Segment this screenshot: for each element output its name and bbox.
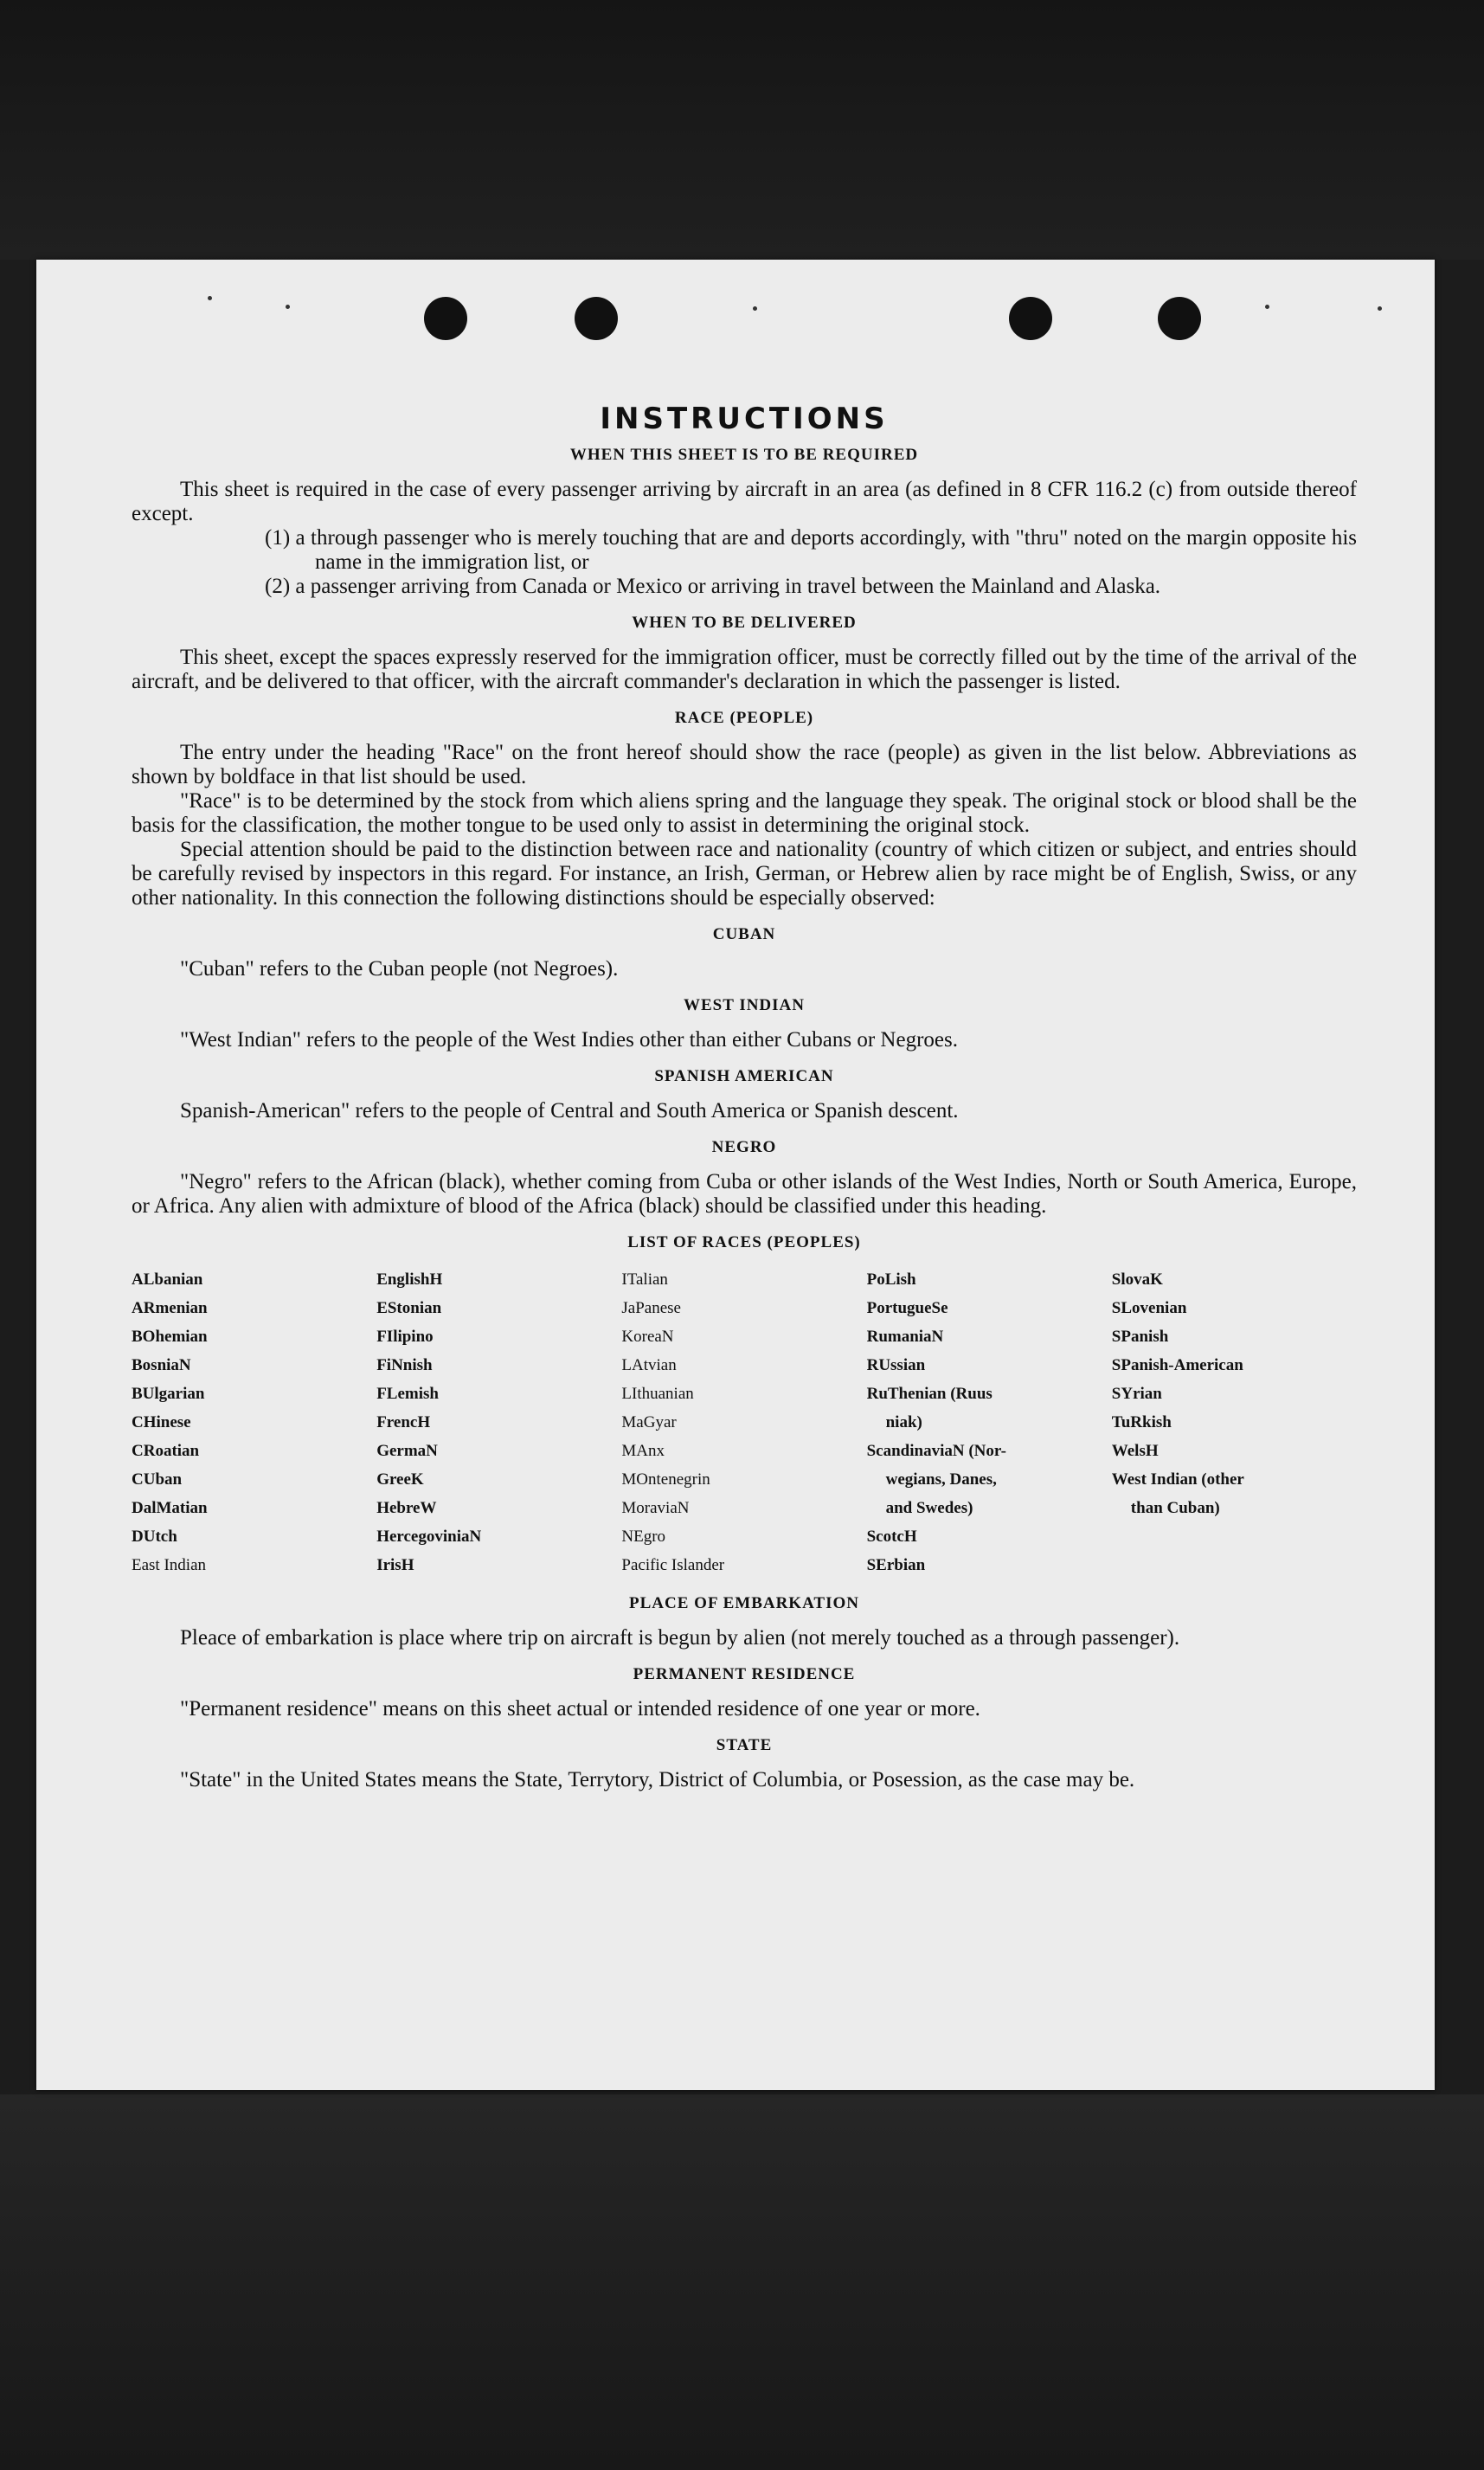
races-column	[132, 1265, 376, 1579]
race-entry: CUban	[132, 1470, 183, 1489]
race-entry: RumaniaN	[866, 1328, 944, 1346]
races-column	[1112, 1265, 1357, 1579]
race-entry: and Swedes)	[885, 1499, 973, 1517]
paragraph: The entry under the heading "Race" on the front hereof should show the race (people) as given in the list below. Abbreviations as shown by boldface in that list should be used.	[132, 741, 1357, 788]
scan-background-top	[0, 0, 1484, 260]
section-heading: PLACE OF EMBARKATION	[629, 1594, 859, 1612]
section-cuban	[132, 923, 1357, 981]
race-entry: PoLish	[866, 1270, 916, 1289]
punch-hole	[1158, 297, 1201, 340]
race-entry: HebreW	[376, 1499, 437, 1517]
section-embarkation	[132, 1592, 1357, 1650]
section-race	[132, 706, 1357, 910]
race-entry: RUssian	[866, 1356, 926, 1374]
race-entry: FIlipino	[376, 1328, 434, 1346]
race-entry: ScandinaviaN (Nor-	[866, 1442, 1006, 1460]
race-entry: SPanish	[1111, 1328, 1169, 1346]
section-negro	[132, 1135, 1357, 1219]
scan-speck	[753, 306, 757, 311]
race-entry: HercegovinіaN	[376, 1528, 482, 1546]
race-entry: SYrian	[1111, 1385, 1162, 1403]
paragraph: "State" in the United States means the State, Terrytory, District of Columbia, or Posession, as the case may be.	[180, 1768, 1135, 1791]
section-heading: NEGRO	[711, 1138, 777, 1156]
race-entry: DUtch	[132, 1528, 177, 1546]
race-entry: ScotcH	[866, 1528, 917, 1546]
race-entry: SLovenian	[1111, 1299, 1187, 1317]
punch-hole	[424, 297, 467, 340]
paragraph: "West Indian" refers to the people of the West Indies other than either Cubans or Negroes.	[180, 1028, 958, 1052]
race-entry: SPanish-American	[1111, 1356, 1243, 1374]
race-entry: DalMatian	[132, 1499, 208, 1517]
races-heading: LIST OF RACES (PEOPLES)	[627, 1233, 861, 1251]
race-entry: WelsH	[1111, 1442, 1159, 1460]
section-heading: STATE	[716, 1736, 773, 1754]
race-entry: KoreaN	[621, 1328, 674, 1346]
race-entry: MOntenegrin	[621, 1470, 710, 1489]
race-entry: GermaN	[376, 1442, 438, 1460]
race-entry: BOhemian	[132, 1328, 208, 1346]
race-entry: BUlgarian	[132, 1385, 205, 1403]
punch-hole	[1009, 297, 1052, 340]
races-column	[621, 1265, 866, 1579]
paragraph: This sheet, except the spaces expressly reserved for the immigration officer, must be correctly filled out by the time of the arrival of the aircraft, and be delivered to that officer, with the aircraft commander's declaration in which the passenger is listed.	[132, 646, 1357, 693]
race-entry: FrencH	[376, 1413, 431, 1431]
race-entry: ARmenian	[132, 1299, 208, 1317]
section-heading: WHEN THIS SHEET IS TO BE REQUIRED	[569, 446, 919, 464]
paragraph: Special attention should be paid to the distinction between race and nationality (country of which citizen or subject, and entries should be carefully revised by inspectors in this regard. For instance, an Irish, German, or Hebrew alien by race might be of English, Swiss, or any other nationality. In this connection the following distinctions should be especially observed:	[132, 838, 1357, 910]
race-entry: BosniaN	[132, 1356, 191, 1374]
race-entry: PortugueSe	[866, 1299, 948, 1317]
race-entry: East Indian	[132, 1556, 207, 1574]
section-permanent-residence	[132, 1663, 1357, 1721]
section-heading: WHEN TO BE DELIVERED	[632, 614, 857, 632]
race-entry: MAnx	[621, 1442, 665, 1460]
section-delivered	[132, 611, 1357, 694]
race-entry: than Cuban)	[1130, 1499, 1220, 1517]
scan-speck	[1378, 306, 1382, 311]
scan-speck	[208, 296, 212, 300]
scan-background-bottom	[0, 2094, 1484, 2470]
race-entry: NEgro	[621, 1528, 666, 1546]
document-content	[132, 402, 1357, 1792]
race-entry: TuRkish	[1111, 1413, 1172, 1431]
race-entry: Pacific Islander	[621, 1556, 725, 1574]
paragraph: "Negro" refers to the African (black), whether coming from Cuba or other islands of the West Indies, North or South America, Europe, or Africa. Any alien with admixture of blood of the Africa (black) should be classified under this heading.	[132, 1170, 1357, 1218]
scan-speck	[1265, 305, 1269, 309]
list-item: (2) a passenger arriving from Canada or Mexico or arriving in travel between the Mainland and Alaska.	[265, 575, 1161, 598]
paragraph: "Permanent residence" means on this sheet actual or intended residence of one year or more.	[180, 1697, 980, 1721]
section-heading: PERMANENT RESIDENCE	[633, 1665, 856, 1683]
race-entry: niak)	[885, 1413, 922, 1431]
race-entry: SErbian	[866, 1556, 926, 1574]
paragraph: "Race" is to be determined by the stock from which aliens spring and the language they speak. The original stock or blood shall be the basis for the classification, the mother tongue to be used only to assist in determining the original stock.	[132, 789, 1357, 837]
paragraph: Pleace of embarkation is place where trip on aircraft is begun by alien (not merely touched as a through passenger).	[180, 1626, 1180, 1650]
race-entry: EStonian	[376, 1299, 442, 1317]
race-entry: JaPanese	[621, 1299, 681, 1317]
race-entry: CRoatian	[132, 1442, 200, 1460]
race-entry: SlovaK	[1111, 1270, 1163, 1289]
races-column	[376, 1265, 621, 1579]
paragraph: This sheet is required in the case of every passenger arriving by aircraft in an area (as defined in 8 CFR 116.2 (c) from outside thereof except.	[132, 478, 1357, 525]
race-entry: RuThenian (Ruus	[866, 1385, 993, 1403]
list-item: (1) a through passenger who is merely touching that are and deports accordingly, with "thru" noted on the margin opposite his name in the immigration list, or	[265, 526, 1357, 574]
race-entry: IrisH	[376, 1556, 414, 1574]
race-entry: LAtvian	[621, 1356, 677, 1374]
section-heading: RACE (PEOPLE)	[674, 709, 814, 727]
paragraph: "Cuban" refers to the Cuban people (not Negroes).	[180, 957, 619, 981]
race-entry: West Indian (other	[1111, 1470, 1244, 1489]
race-entry: wegians, Danes,	[885, 1470, 997, 1489]
race-entry: MaGyar	[621, 1413, 677, 1431]
section-heading: CUBAN	[712, 925, 776, 943]
section-state	[132, 1734, 1357, 1792]
race-entry: ITalian	[621, 1270, 668, 1289]
race-entry: FLemish	[376, 1385, 439, 1403]
section-heading: WEST INDIAN	[684, 996, 805, 1014]
paragraph: Spanish-American" refers to the people of Central and South America or Spanish descent.	[180, 1099, 959, 1122]
race-entry: GreeK	[376, 1470, 424, 1489]
section-races-list	[132, 1231, 1357, 1579]
section-heading: SPANISH AMERICAN	[654, 1067, 834, 1085]
race-entry: EnglishH	[376, 1270, 443, 1289]
race-entry: ALbanian	[132, 1270, 203, 1289]
section-west-indian	[132, 994, 1357, 1052]
races-grid	[132, 1265, 1357, 1579]
section-required	[132, 443, 1357, 599]
document-title: INSTRUCTIONS	[600, 402, 889, 436]
scan-speck	[286, 305, 290, 309]
punch-hole	[575, 297, 618, 340]
document-sheet	[36, 260, 1435, 2090]
race-entry: LIthuanian	[621, 1385, 694, 1403]
race-entry: FiNnish	[376, 1356, 433, 1374]
section-spanish-american	[132, 1065, 1357, 1123]
race-entry: CHinese	[132, 1413, 191, 1431]
races-column	[867, 1265, 1112, 1579]
race-entry: MoraviaN	[621, 1499, 690, 1517]
